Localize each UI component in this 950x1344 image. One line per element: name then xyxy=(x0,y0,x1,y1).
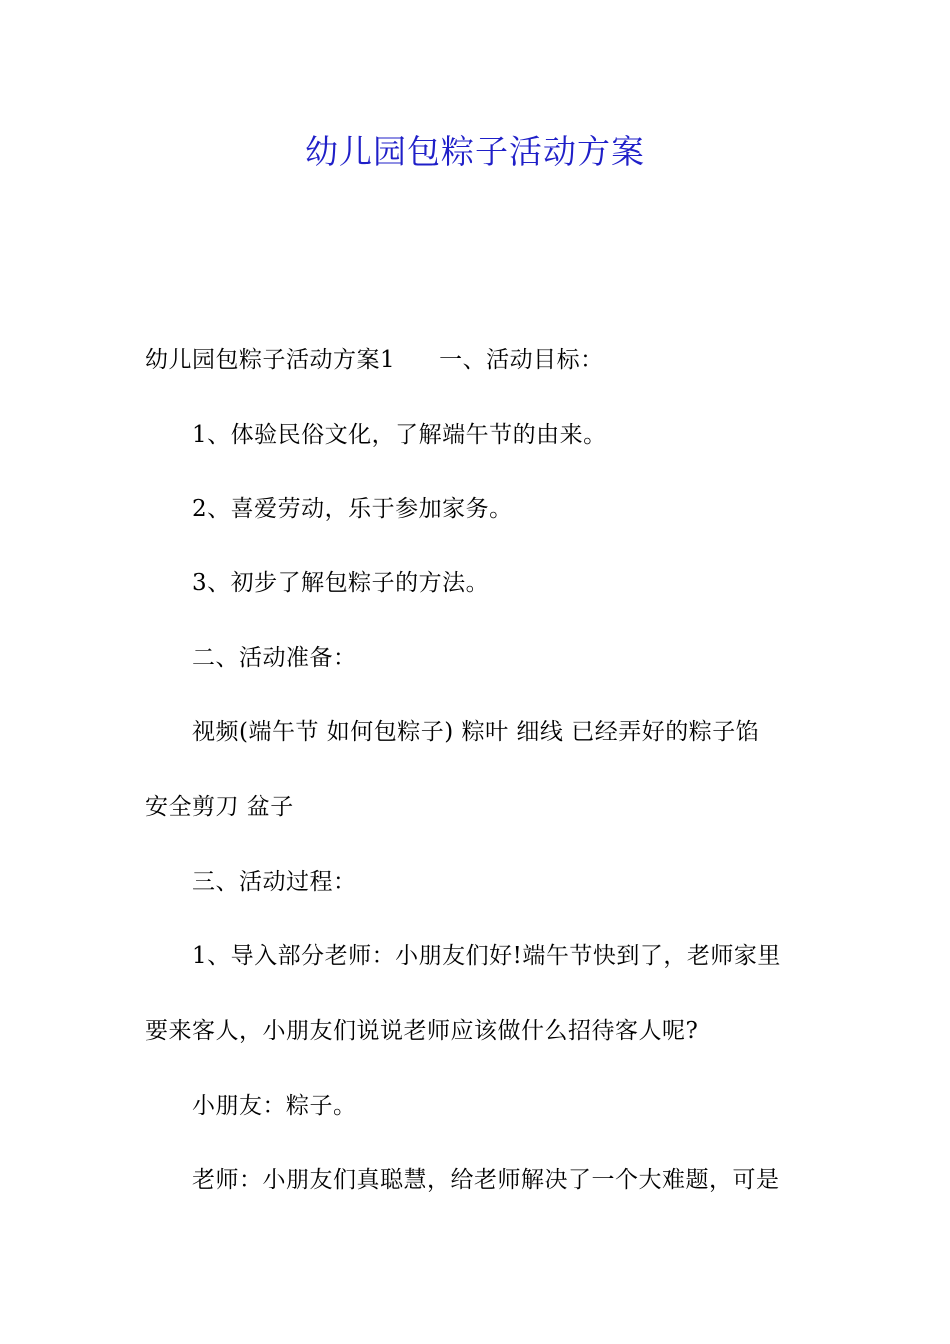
document-title: 幼儿园包粽子活动方案 xyxy=(305,132,645,171)
process-line-2: 要来客人，小朋友们说说老师应该做什么招待客人呢? xyxy=(145,1018,699,1044)
section-one-heading: 一、活动目标： xyxy=(439,347,604,373)
goal-item-3: 3、初步了解包粽子的方法。 xyxy=(192,570,490,596)
plan-heading: 幼儿园包粽子活动方案1 xyxy=(145,347,396,373)
teacher-line: 老师：小朋友们真聪慧，给老师解决了一个大难题，可是 xyxy=(192,1167,780,1193)
paragraph-heading-line xyxy=(145,344,815,376)
children-reply-line: 小朋友：粽子。 xyxy=(192,1093,357,1119)
process-line-1: 1、导入部分老师：小朋友们好!端午节快到了，老师家里 xyxy=(192,943,781,969)
section-three-heading: 三、活动过程： xyxy=(192,869,357,895)
section-two-heading: 二、活动准备： xyxy=(192,645,357,671)
materials-line-2: 安全剪刀 盆子 xyxy=(145,794,294,820)
goal-item-1: 1、体验民俗文化，了解端午节的由来。 xyxy=(192,422,607,448)
goal-item-2: 2、喜爱劳动，乐于参加家务。 xyxy=(192,496,513,522)
materials-line-1: 视频(端午节 如何包粽子) 粽叶 细线 已经弄好的粽子馅 xyxy=(192,719,760,745)
